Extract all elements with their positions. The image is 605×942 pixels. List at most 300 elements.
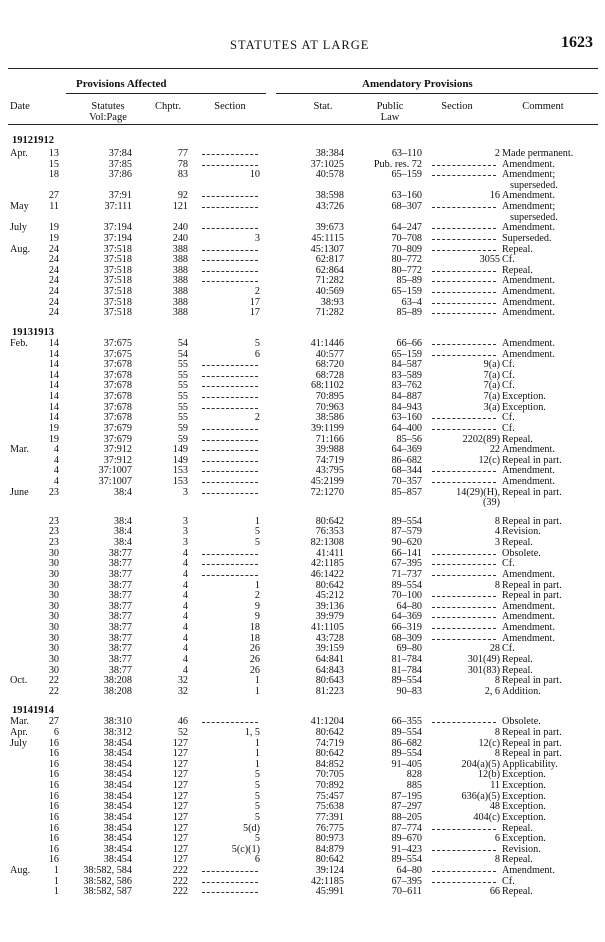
row-statutes-vol-page: 37:678 bbox=[103, 359, 132, 371]
row-public-law: 63–4 bbox=[401, 296, 422, 308]
row-comment: Amendment. bbox=[502, 222, 555, 234]
row-public-law: 66–141 bbox=[391, 547, 422, 559]
row-comment: Applicability. bbox=[502, 758, 558, 770]
row-amend-section: 301(49) bbox=[467, 653, 500, 665]
row-day: 4 bbox=[53, 454, 59, 466]
row-chapter: 149 bbox=[172, 444, 188, 456]
row-amend-section: 16 bbox=[489, 190, 500, 202]
row-public-law: 87–774 bbox=[391, 822, 422, 834]
row-stat: 75:457 bbox=[315, 790, 344, 802]
row-stat: 75:638 bbox=[315, 801, 344, 813]
row-comment: Cf. bbox=[502, 643, 515, 655]
row-amend-section: 7(a) bbox=[483, 369, 500, 381]
row-section: 1 bbox=[254, 675, 260, 687]
row-comment: Repeal in part. bbox=[502, 579, 562, 591]
row-statutes-vol-page: 37:679 bbox=[103, 433, 132, 445]
row-month: Apr. bbox=[10, 727, 28, 738]
empty-cell-leader bbox=[432, 250, 496, 251]
row-public-law: 90–620 bbox=[391, 537, 422, 549]
row-comment: Amendment. bbox=[502, 568, 555, 580]
empty-cell-leader bbox=[432, 607, 496, 608]
row-stat: 46:1422 bbox=[310, 568, 344, 580]
row-statutes-vol-page: 37:91 bbox=[108, 190, 132, 202]
row-chapter: 388 bbox=[172, 275, 188, 287]
empty-cell-leader bbox=[432, 207, 496, 208]
col-header-public-law-line1: Public bbox=[376, 101, 404, 112]
table-row bbox=[0, 477, 605, 488]
row-chapter: 54 bbox=[177, 337, 188, 349]
table-row bbox=[0, 149, 605, 160]
row-statutes-vol-page: 37:518 bbox=[103, 264, 132, 276]
row-section: 1, 5 bbox=[244, 727, 260, 738]
row-chapter: 149 bbox=[172, 454, 188, 466]
row-public-law: 69–80 bbox=[396, 643, 422, 655]
row-stat: 71:166 bbox=[315, 433, 344, 445]
row-amend-section: 8 bbox=[494, 579, 500, 591]
row-amend-section: 204(a)(5) bbox=[461, 758, 500, 770]
row-day: 27 bbox=[48, 716, 59, 728]
row-statutes-vol-page: 37:678 bbox=[103, 369, 132, 381]
row-statutes-vol-page: 38:4 bbox=[113, 537, 132, 549]
row-section: 18 bbox=[249, 632, 260, 644]
row-day: 16 bbox=[48, 790, 59, 802]
row-chapter: 240 bbox=[172, 222, 188, 234]
row-public-law: 71–737 bbox=[391, 568, 422, 580]
row-chapter: 127 bbox=[172, 780, 188, 792]
empty-cell-leader bbox=[432, 313, 496, 314]
row-comment: Amendment. bbox=[502, 286, 555, 298]
row-stat: 74:719 bbox=[315, 737, 344, 749]
row-section: 18 bbox=[249, 622, 260, 634]
row-stat: 39:1199 bbox=[310, 422, 344, 434]
row-day: 24 bbox=[48, 243, 59, 255]
row-comment: Amendment. bbox=[502, 475, 555, 487]
row-section: 5 bbox=[254, 780, 260, 792]
row-statutes-vol-page: 38:454 bbox=[103, 769, 132, 781]
row-stat: 39:136 bbox=[315, 600, 344, 612]
row-stat: 45:1307 bbox=[310, 243, 344, 255]
row-public-law: 89–670 bbox=[391, 833, 422, 845]
empty-cell-leader bbox=[202, 260, 258, 261]
year-label: 19141914 bbox=[12, 705, 54, 717]
row-comment: superseded. bbox=[510, 211, 558, 223]
row-comment: Revision. bbox=[502, 843, 541, 855]
row-comment: Amendment. bbox=[502, 275, 555, 287]
row-comment: Amendment. bbox=[502, 337, 555, 349]
row-chapter: 4 bbox=[182, 622, 188, 634]
table-row bbox=[0, 498, 605, 509]
row-stat: 81:223 bbox=[315, 685, 344, 697]
row-stat: 71:282 bbox=[315, 275, 344, 287]
row-stat: 64:841 bbox=[315, 653, 344, 665]
empty-cell-leader bbox=[432, 228, 496, 229]
empty-cell-leader bbox=[202, 397, 258, 398]
row-day: 14 bbox=[48, 337, 59, 349]
row-chapter: 3 bbox=[182, 537, 188, 549]
row-statutes-vol-page: 38:77 bbox=[108, 622, 132, 634]
row-chapter: 127 bbox=[172, 833, 188, 845]
table-row bbox=[0, 234, 605, 245]
row-chapter: 4 bbox=[182, 643, 188, 655]
row-statutes-vol-page: 38:454 bbox=[103, 790, 132, 802]
row-month: July bbox=[10, 737, 27, 749]
row-stat: 38:586 bbox=[315, 412, 344, 424]
row-chapter: 4 bbox=[182, 632, 188, 644]
row-public-law: 85–56 bbox=[396, 433, 422, 445]
row-stat: 39:159 bbox=[315, 643, 344, 655]
row-chapter: 55 bbox=[177, 359, 188, 371]
row-chapter: 3 bbox=[182, 515, 188, 527]
row-comment: Repeal in part. bbox=[502, 486, 562, 498]
row-statutes-vol-page: 38:77 bbox=[108, 653, 132, 665]
table-row bbox=[0, 570, 605, 581]
row-month: June bbox=[10, 486, 29, 498]
row-public-law: 66–319 bbox=[391, 622, 422, 634]
row-stat: 62:817 bbox=[315, 254, 344, 266]
row-day: 16 bbox=[48, 748, 59, 760]
group-heading-provisions-affected: Provisions Affected bbox=[76, 78, 167, 90]
row-section: 26 bbox=[249, 653, 260, 665]
row-statutes-vol-page: 37:675 bbox=[103, 348, 132, 360]
row-day: 19 bbox=[48, 433, 59, 445]
row-statutes-vol-page: 37:678 bbox=[103, 391, 132, 403]
row-public-law: 70–100 bbox=[391, 590, 422, 602]
row-section: 26 bbox=[249, 643, 260, 655]
row-stat: 74:719 bbox=[315, 454, 344, 466]
row-day: 30 bbox=[48, 611, 59, 623]
col-header-statutes-line2: Vol:Page bbox=[89, 112, 127, 123]
row-day: 16 bbox=[48, 801, 59, 813]
row-section: 5 bbox=[254, 769, 260, 781]
row-comment: Cf. bbox=[502, 359, 515, 371]
row-chapter: 127 bbox=[172, 737, 188, 749]
row-statutes-vol-page: 38:77 bbox=[108, 579, 132, 591]
row-statutes-vol-page: 37:675 bbox=[103, 337, 132, 349]
row-public-law: 86–682 bbox=[391, 454, 422, 466]
row-section: 5 bbox=[254, 537, 260, 549]
col-header-date: Date bbox=[10, 101, 30, 112]
row-stat: 43:726 bbox=[315, 201, 344, 213]
empty-cell-leader bbox=[202, 564, 258, 565]
row-stat: 72:1270 bbox=[310, 486, 344, 498]
empty-cell-leader bbox=[202, 165, 258, 166]
row-statutes-vol-page: 37:518 bbox=[103, 307, 132, 319]
row-stat: 80:642 bbox=[315, 748, 344, 760]
row-section: 5 bbox=[254, 337, 260, 349]
row-public-law: 89–554 bbox=[391, 675, 422, 687]
row-chapter: 55 bbox=[177, 401, 188, 413]
row-comment: Exception. bbox=[502, 801, 546, 813]
row-amend-section: 3055 bbox=[479, 254, 500, 266]
row-comment: Obsolete. bbox=[502, 547, 541, 559]
row-day: 23 bbox=[48, 526, 59, 538]
empty-cell-leader bbox=[432, 639, 496, 640]
empty-cell-leader bbox=[202, 482, 258, 483]
row-statutes-vol-page: 37:518 bbox=[103, 254, 132, 266]
row-stat: 43:728 bbox=[315, 632, 344, 644]
row-day: 6 bbox=[53, 727, 59, 738]
row-section: 1 bbox=[254, 748, 260, 760]
row-section: 2 bbox=[254, 412, 260, 424]
empty-cell-leader bbox=[202, 471, 258, 472]
row-statutes-vol-page: 38:77 bbox=[108, 600, 132, 612]
empty-cell-leader bbox=[432, 575, 496, 576]
empty-cell-leader bbox=[432, 829, 496, 830]
row-comment: Amendment; bbox=[502, 201, 556, 213]
row-section: 5 bbox=[254, 833, 260, 845]
empty-cell-leader bbox=[202, 493, 258, 494]
row-public-law: 89–554 bbox=[391, 579, 422, 591]
row-statutes-vol-page: 37:194 bbox=[103, 232, 132, 244]
row-comment: Amendment. bbox=[502, 190, 555, 202]
header-bottom-rule bbox=[8, 124, 598, 125]
row-comment: Exception. bbox=[502, 769, 546, 781]
row-amend-section: 636(a)(5) bbox=[461, 790, 500, 802]
row-comment: Repeal in part. bbox=[502, 675, 562, 687]
row-public-law: 64–369 bbox=[391, 444, 422, 456]
row-day: 4 bbox=[53, 475, 59, 487]
page-number: 1623 bbox=[561, 34, 593, 51]
row-comment: Superseded. bbox=[502, 232, 552, 244]
row-chapter: 55 bbox=[177, 391, 188, 403]
row-day: 30 bbox=[48, 622, 59, 634]
row-stat: 70:895 bbox=[315, 391, 344, 403]
row-statutes-vol-page: 37:678 bbox=[103, 401, 132, 413]
row-stat: 68:1102 bbox=[310, 380, 344, 392]
row-chapter: 52 bbox=[177, 727, 188, 738]
row-section: 1 bbox=[254, 685, 260, 697]
row-day: 23 bbox=[48, 537, 59, 549]
row-comment: Amendment. bbox=[502, 611, 555, 623]
row-statutes-vol-page: 38:77 bbox=[108, 547, 132, 559]
empty-cell-leader bbox=[202, 722, 258, 723]
row-day: 24 bbox=[48, 254, 59, 266]
row-statutes-vol-page: 38:454 bbox=[103, 801, 132, 813]
row-comment: Amendment. bbox=[502, 632, 555, 644]
row-comment: Exception. bbox=[502, 401, 546, 413]
row-statutes-vol-page: 38:4 bbox=[113, 515, 132, 527]
row-day: 30 bbox=[48, 579, 59, 591]
row-comment: Amendment. bbox=[502, 348, 555, 360]
row-day: 14 bbox=[48, 401, 59, 413]
row-stat: 39:988 bbox=[315, 444, 344, 456]
row-stat: 41:411 bbox=[316, 547, 344, 559]
row-day: 16 bbox=[48, 769, 59, 781]
row-stat: 80:973 bbox=[315, 833, 344, 845]
row-chapter: 240 bbox=[172, 232, 188, 244]
empty-cell-leader bbox=[202, 207, 258, 208]
row-chapter: 83 bbox=[177, 169, 188, 181]
row-section: 17 bbox=[249, 307, 260, 319]
row-comment: Exception. bbox=[502, 811, 546, 823]
row-statutes-vol-page: 38:77 bbox=[108, 568, 132, 580]
row-chapter: 127 bbox=[172, 843, 188, 855]
empty-cell-leader bbox=[202, 228, 258, 229]
row-amend-section: 12(c) bbox=[478, 454, 500, 466]
row-public-law: 65–159 bbox=[391, 169, 422, 181]
row-chapter: 4 bbox=[182, 579, 188, 591]
row-chapter: 388 bbox=[172, 254, 188, 266]
empty-cell-leader bbox=[432, 871, 496, 872]
row-statutes-vol-page: 37:518 bbox=[103, 296, 132, 308]
row-comment: Exception. bbox=[502, 780, 546, 792]
empty-cell-leader bbox=[432, 175, 496, 176]
empty-cell-leader bbox=[432, 564, 496, 565]
row-comment: Repeal in part. bbox=[502, 737, 562, 749]
row-day: 14 bbox=[48, 359, 59, 371]
row-chapter: 222 bbox=[172, 865, 188, 877]
row-chapter: 127 bbox=[172, 801, 188, 813]
row-comment: Amendment. bbox=[502, 865, 555, 877]
row-chapter: 46 bbox=[177, 716, 188, 728]
row-chapter: 388 bbox=[172, 264, 188, 276]
row-public-law: 89–554 bbox=[391, 854, 422, 866]
row-section: 10 bbox=[249, 169, 260, 181]
empty-cell-leader bbox=[202, 429, 258, 430]
row-public-law: 91–405 bbox=[391, 758, 422, 770]
row-day: 14 bbox=[48, 391, 59, 403]
row-chapter: 92 bbox=[177, 190, 188, 202]
group-rule-provisions-affected bbox=[66, 93, 266, 94]
row-public-law: 66–355 bbox=[391, 716, 422, 728]
row-day: 16 bbox=[48, 737, 59, 749]
empty-cell-leader bbox=[432, 850, 496, 851]
empty-cell-leader bbox=[432, 628, 496, 629]
row-statutes-vol-page: 38:77 bbox=[108, 611, 132, 623]
row-day: 16 bbox=[48, 758, 59, 770]
row-day: 16 bbox=[48, 811, 59, 823]
row-amend-section: 7(a) bbox=[483, 391, 500, 403]
empty-cell-leader bbox=[432, 355, 496, 356]
row-stat: 77:391 bbox=[315, 811, 344, 823]
row-statutes-vol-page: 37:518 bbox=[103, 275, 132, 287]
row-public-law: 64–400 bbox=[391, 422, 422, 434]
row-section: 5 bbox=[254, 526, 260, 538]
row-chapter: 4 bbox=[182, 590, 188, 602]
empty-cell-leader bbox=[202, 408, 258, 409]
row-comment: Repeal. bbox=[502, 243, 533, 255]
row-section: 1 bbox=[254, 515, 260, 527]
row-amend-section: 28 bbox=[489, 643, 500, 655]
row-statutes-vol-page: 37:84 bbox=[108, 148, 132, 159]
row-public-law: 68–309 bbox=[391, 632, 422, 644]
row-public-law: 70–611 bbox=[391, 886, 422, 898]
row-statutes-vol-page: 38:77 bbox=[108, 664, 132, 676]
empty-cell-leader bbox=[432, 344, 496, 345]
table-row bbox=[0, 728, 605, 739]
row-statutes-vol-page: 37:678 bbox=[103, 380, 132, 392]
empty-cell-leader bbox=[202, 554, 258, 555]
row-month: Mar. bbox=[10, 444, 29, 456]
row-statutes-vol-page: 38:454 bbox=[103, 843, 132, 855]
row-chapter: 121 bbox=[172, 201, 188, 213]
row-stat: 80:642 bbox=[315, 579, 344, 591]
table-row bbox=[0, 887, 605, 898]
row-day: 30 bbox=[48, 558, 59, 570]
row-stat: 82:1308 bbox=[310, 537, 344, 549]
empty-cell-leader bbox=[202, 450, 258, 451]
row-comment: Amendment. bbox=[502, 622, 555, 634]
row-statutes-vol-page: 38:77 bbox=[108, 590, 132, 602]
row-stat: 76:775 bbox=[315, 822, 344, 834]
row-chapter: 127 bbox=[172, 790, 188, 802]
row-public-law: 65–159 bbox=[391, 348, 422, 360]
row-amend-section: 2 bbox=[494, 148, 500, 159]
row-chapter: 32 bbox=[177, 685, 188, 697]
row-stat: 41:1446 bbox=[310, 337, 344, 349]
empty-cell-leader bbox=[202, 882, 258, 883]
row-comment: Amendment. bbox=[502, 465, 555, 477]
row-section: 5 bbox=[254, 790, 260, 802]
row-stat: 38:598 bbox=[315, 190, 344, 202]
row-statutes-vol-page: 37:679 bbox=[103, 422, 132, 434]
row-statutes-vol-page: 37:1007 bbox=[98, 465, 132, 477]
row-comment: Amendment. bbox=[502, 158, 555, 170]
row-day: 14 bbox=[48, 412, 59, 424]
row-section: 1 bbox=[254, 758, 260, 770]
row-stat: 40:578 bbox=[315, 169, 344, 181]
row-public-law: 86–682 bbox=[391, 737, 422, 749]
row-day: 19 bbox=[48, 422, 59, 434]
row-comment: Repeal. bbox=[502, 886, 533, 898]
row-stat: 38:93 bbox=[320, 296, 344, 308]
row-comment: Amendment. bbox=[502, 296, 555, 308]
row-statutes-vol-page: 38:582, 586 bbox=[83, 875, 132, 887]
row-chapter: 3 bbox=[182, 526, 188, 538]
row-statutes-vol-page: 38:77 bbox=[108, 643, 132, 655]
row-stat: 38:384 bbox=[315, 148, 344, 159]
row-amend-section: 14(29)(H), bbox=[456, 486, 500, 498]
row-public-law: 85–89 bbox=[396, 307, 422, 319]
row-statutes-vol-page: 38:454 bbox=[103, 780, 132, 792]
row-amend-section: 7(a) bbox=[483, 380, 500, 392]
row-public-law: 65–159 bbox=[391, 286, 422, 298]
row-comment: Repeal in part. bbox=[502, 515, 562, 527]
row-chapter: 127 bbox=[172, 748, 188, 760]
row-stat: 64:843 bbox=[315, 664, 344, 676]
year-label: 19121912 bbox=[12, 135, 54, 146]
row-stat: 39:673 bbox=[315, 222, 344, 234]
row-statutes-vol-page: 37:111 bbox=[104, 201, 132, 213]
empty-cell-leader bbox=[432, 281, 496, 282]
empty-cell-leader bbox=[202, 271, 258, 272]
row-statutes-vol-page: 38:4 bbox=[113, 526, 132, 538]
row-comment: Amendment. bbox=[502, 444, 555, 456]
row-day: 4 bbox=[53, 465, 59, 477]
row-statutes-vol-page: 38:454 bbox=[103, 748, 132, 760]
row-comment: Exception. bbox=[502, 833, 546, 845]
row-statutes-vol-page: 37:518 bbox=[103, 286, 132, 298]
row-day: 19 bbox=[48, 232, 59, 244]
table-row bbox=[0, 488, 605, 499]
row-chapter: 4 bbox=[182, 568, 188, 580]
row-public-law: 85–89 bbox=[396, 275, 422, 287]
empty-cell-leader bbox=[432, 722, 496, 723]
table-row bbox=[0, 424, 605, 435]
empty-cell-leader bbox=[202, 892, 258, 893]
row-chapter: 388 bbox=[172, 296, 188, 308]
row-comment: Cf. bbox=[502, 254, 515, 266]
row-comment: Repeal. bbox=[502, 854, 533, 866]
row-section: 5 bbox=[254, 801, 260, 813]
empty-cell-leader bbox=[432, 554, 496, 555]
row-amend-section: 11 bbox=[490, 780, 500, 792]
row-chapter: 77 bbox=[177, 148, 188, 159]
row-public-law: 87–297 bbox=[391, 801, 422, 813]
empty-cell-leader bbox=[432, 882, 496, 883]
row-public-law: 91–423 bbox=[391, 843, 422, 855]
empty-cell-leader bbox=[202, 386, 258, 387]
